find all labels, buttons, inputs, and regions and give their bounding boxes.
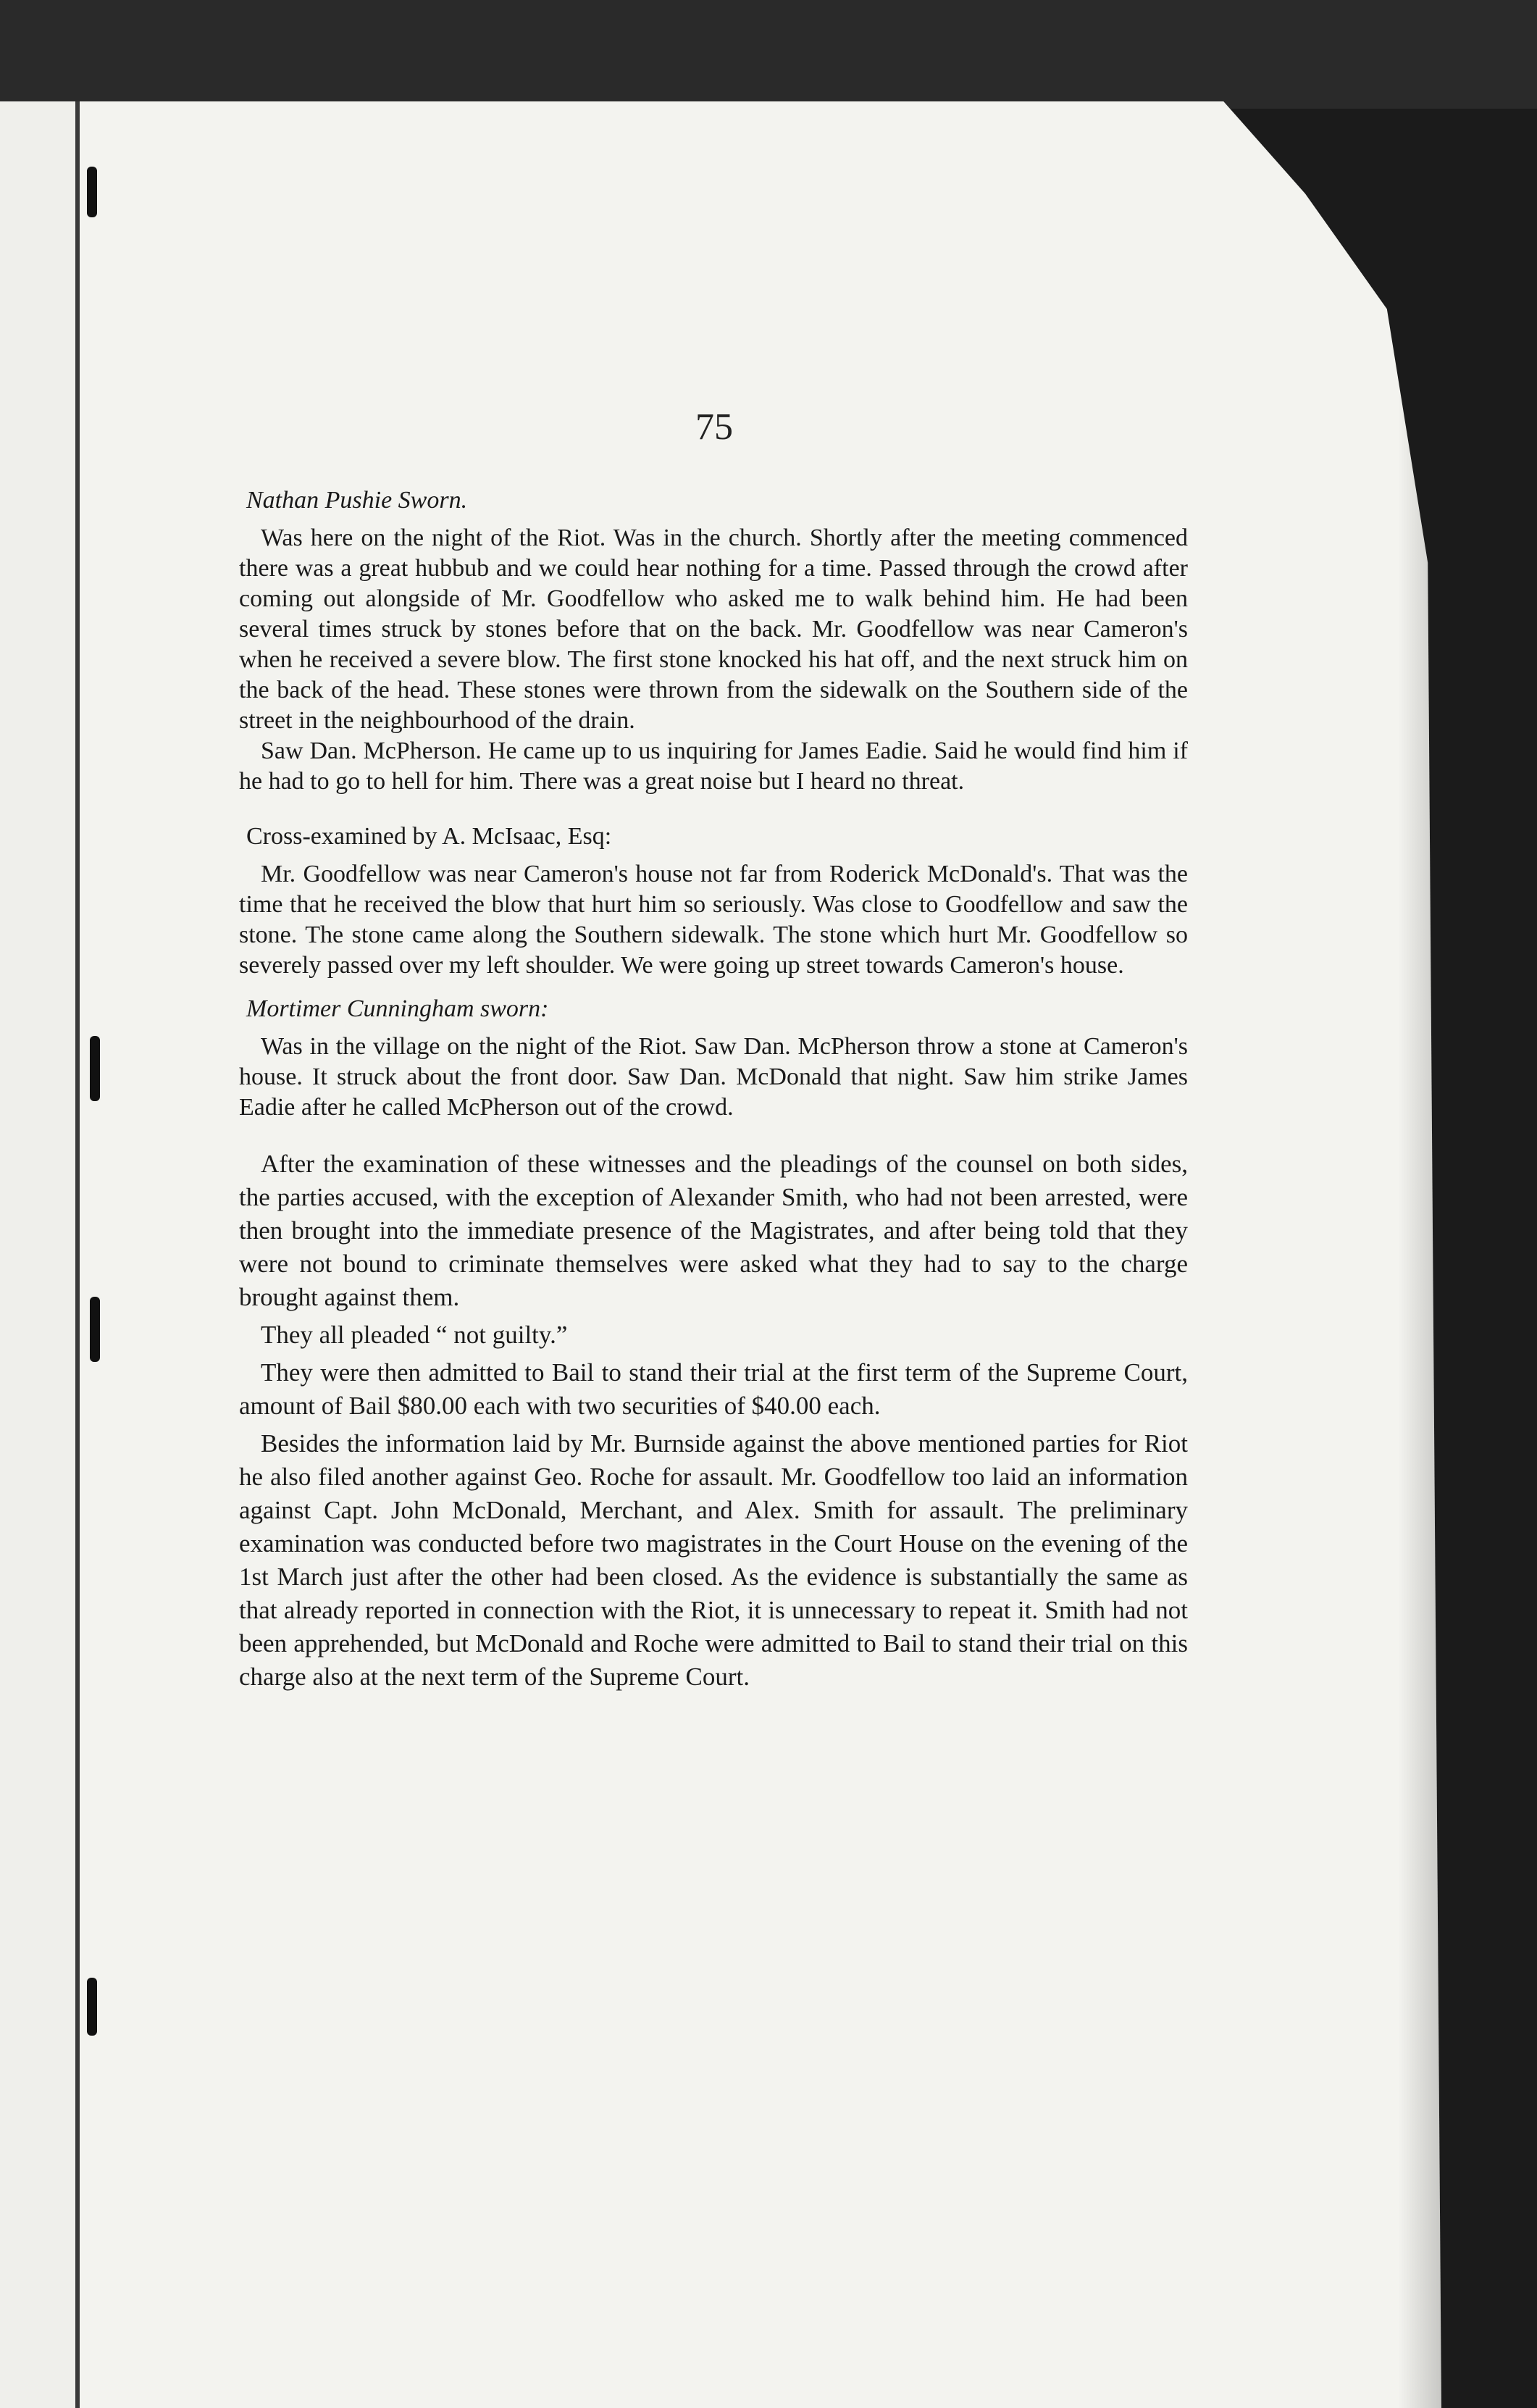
closing-narrative: [239, 1147, 1188, 1694]
page-body: [239, 406, 1188, 1694]
paragraph: They were then admitted to Bail to stand their trial at the first term of the Supreme Court, amount of Bail $80.00 each with two securities of $40.00 each.: [239, 1358, 1188, 1420]
paragraph: Saw Dan. McPherson. He came up to us inquiring for James Eadie. Said he would find him if he had to go to hell for him. There was a great noise but I heard no threat.: [239, 737, 1188, 795]
paragraph: After the examination of these witnesses and the pleadings of the counsel on both sides, the parties accused, with the exception of Alexander Smith, who had not been arrested, were then brought into the immediate presence of the Magistrates, and after being told that they were not bound to criminate themselves were asked what they had to say to the charge brought against them.: [239, 1150, 1188, 1311]
testimony-section: [239, 485, 1188, 797]
page-shadow: [1398, 101, 1441, 2408]
paragraph: Mr. Goodfellow was near Cameron's house not far from Roderick McDonald's. That was the time that he received the blow that hurt him so seriously. Was close to Goodfellow and saw the stone. The stone came along the Southern sidewalk. The stone which hurt Mr. Goodfellow so severely passed over my left shoulder. We were going up street towards Cameron's house.: [239, 861, 1188, 979]
section-heading: Mortimer Cunningham sworn:: [246, 995, 549, 1022]
binding-mark: [87, 167, 97, 217]
binding-mark: [87, 1978, 97, 2036]
paragraph: Was in the village on the night of the Riot. Saw Dan. McPherson throw a stone at Cameron's house. It struck about the front door. Saw Dan. McDonald that night. Saw him strike James Eadie after he called McPherson out of the crowd.: [239, 1033, 1188, 1121]
binding-mark: [90, 1036, 100, 1101]
paragraph: Was here on the night of the Riot. Was in the church. Shortly after the meeting commenced there was a great hubbub and we could hear nothing for a time. Passed through the crowd after coming out alongside of Mr. Goodfellow who asked me to walk behind him. He had been several times struck by stones before that on the back. Mr. Goodfellow was near Cameron's when he received a severe blow. The first stone knocked his hat off, and the next struck him on the back of the head. These stones were thrown from the sidewalk on the Southern side of the street in the neighbourhood of the drain.: [239, 524, 1188, 734]
paragraph: They all pleaded “ not guilty.”: [261, 1321, 568, 1349]
section-heading: Cross-examined by A. McIsaac, Esq:: [246, 823, 612, 850]
page-number: 75: [695, 406, 733, 448]
section-heading: Nathan Pushie Sworn.: [246, 487, 468, 514]
scanner-background: [0, 0, 1537, 109]
paragraph: Besides the information laid by Mr. Burnside against the above mentioned parties for Riot he also filed another against Geo. Roche for assault. Mr. Goodfellow too laid an information against Capt. John McDonald, Merchant, and Alex. Smith for assault. The preliminary examination was conducted before two magistrates in the Court House on the evening of the 1st March just after the other had been closed. As the evidence is substantially the same as that already reported in connection with the Riot, it is unnecessary to repeat it. Smith had not been apprehended, but McDonald and Roche were admitted to Bail to stand their trial on this charge also at the next term of the Supreme Court.: [239, 1429, 1188, 1691]
binding-mark: [90, 1297, 100, 1362]
testimony-section: [239, 994, 1188, 1123]
facing-page-edge: [0, 101, 80, 2408]
testimony-section: [239, 822, 1188, 981]
